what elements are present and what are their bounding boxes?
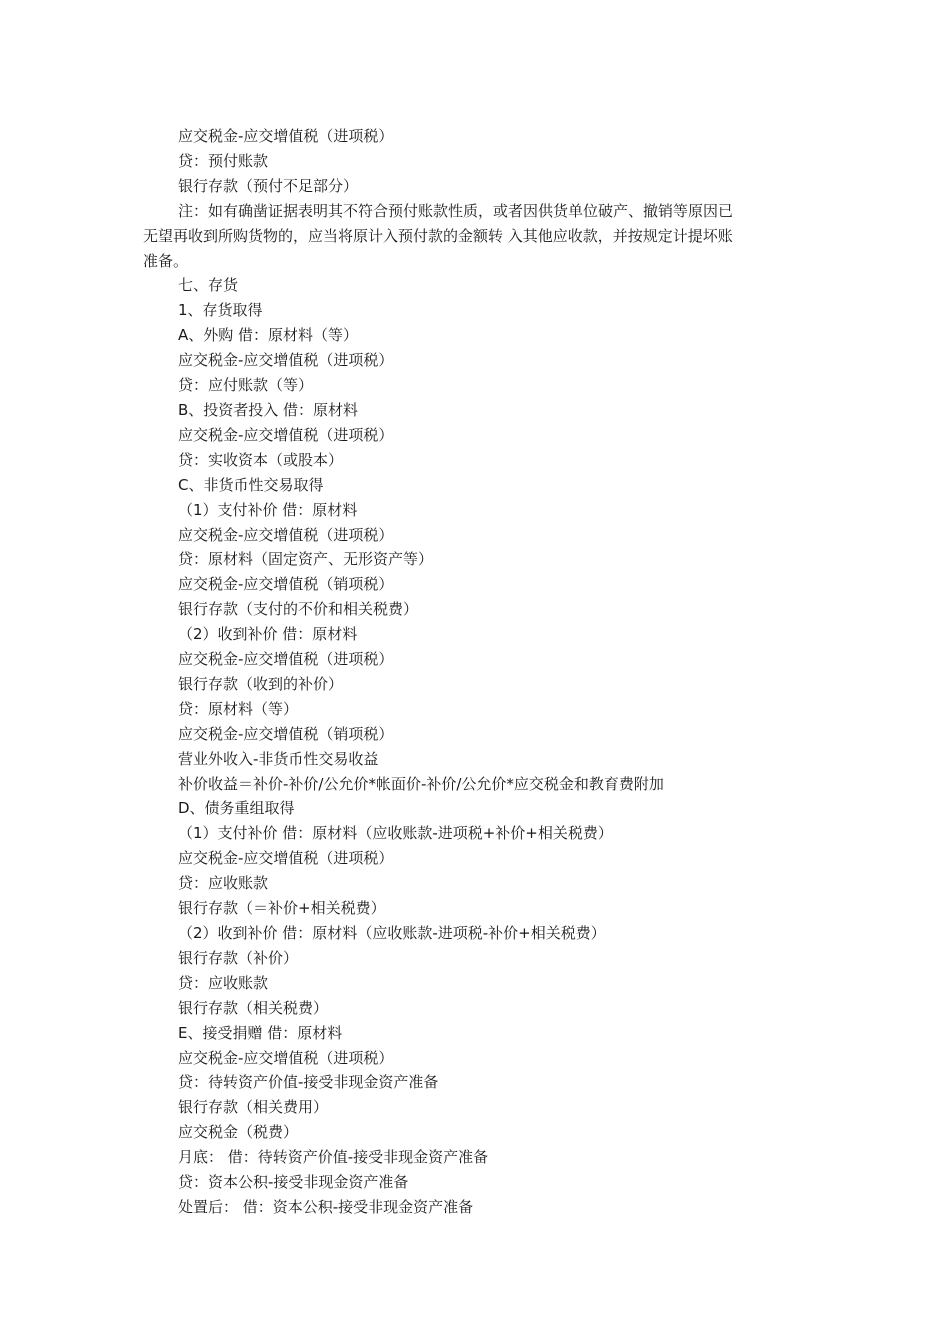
- text-line: 处置后： 借：资本公积-接受非现金资产准备: [178, 1197, 474, 1216]
- text-line: 银行存款（支付的不价和相关税费）: [178, 600, 419, 619]
- text-line: （1）支付补价 借：原材料: [178, 500, 358, 519]
- text-line: 银行存款（补价）: [178, 948, 299, 967]
- text-line: 应交税金-应交增值税（进项税）: [178, 351, 394, 370]
- text-line: 银行存款（＝补价+相关税费）: [178, 899, 386, 918]
- text-line: 应交税金-应交增值税（进项税）: [178, 1048, 394, 1067]
- text-line: 贷：应收账款: [178, 874, 269, 893]
- text-line: 营业外收入-非货币性交易收益: [178, 749, 379, 768]
- text-line: 应交税金-应交增值税（销项税）: [178, 724, 394, 743]
- text-line: 贷：原材料（固定资产、无形资产等）: [178, 550, 434, 569]
- text-line: A、外购 借：原材料（等）: [178, 326, 359, 345]
- text-line: 应交税金（税费）: [178, 1123, 299, 1142]
- note-line-1: 注：如有确凿证据表明其不符合预付账款性质，或者因供货单位破产、撤销等原因已: [178, 201, 734, 220]
- subsection-heading: 1、存货取得: [178, 301, 263, 320]
- text-line: 贷：应付账款（等）: [178, 376, 314, 395]
- text-line: 应交税金-应交增值税（进项税）: [178, 525, 394, 544]
- text-line: （2）收到补价 借：原材料: [178, 625, 358, 644]
- text-line: E、接受捐赠 借：原材料: [178, 1023, 343, 1042]
- text-line: （1）支付补价 借：原材料（应收账款-进项税+补价+相关税费）: [178, 824, 613, 843]
- text-line: 应交税金-应交增值税（进项税）: [178, 849, 394, 868]
- text-line: 补价收益＝补价-补价/公允价*帐面价-补价/公允价*应交税金和教育费附加: [178, 774, 664, 793]
- text-line: C、非货币性交易取得: [178, 475, 324, 494]
- text-line: 银行存款（相关费用）: [178, 1098, 329, 1117]
- section-heading: 七、存货: [178, 276, 239, 295]
- text-line: 贷：预付账款: [178, 151, 269, 170]
- text-line: 贷：应收账款: [178, 973, 269, 992]
- text-line: 银行存款（预付不足部分）: [178, 176, 359, 195]
- text-line: （2）收到补价 借：原材料（应收账款-进项税-补价+相关税费）: [178, 924, 606, 942]
- note-line-2: 无望再收到所购货物的，应当将原计入预付款的金额转 入其他应收款，并按规定计提坏账: [143, 226, 733, 245]
- note-line-3: 准备。: [143, 251, 189, 270]
- text-line: D、债务重组取得: [178, 799, 295, 818]
- text-line: 应交税金-应交增值税（进项税）: [178, 425, 394, 444]
- text-line: 贷：实收资本（或股本）: [178, 450, 344, 469]
- note-paragraph: [143, 199, 813, 274]
- document-body: [143, 124, 813, 1220]
- text-line: 应交税金-应交增值税（进项税）: [178, 127, 394, 145]
- text-line: 月底： 借：待转资产价值-接受非现金资产准备: [178, 1148, 489, 1167]
- text-line: 应交税金-应交增值税（销项税）: [178, 575, 394, 594]
- text-line: 贷：待转资产价值-接受非现金资产准备: [178, 1073, 439, 1092]
- text-line: 银行存款（收到的补价）: [178, 674, 344, 693]
- text-line: 贷：原材料（等）: [178, 699, 299, 718]
- text-line: 应交税金-应交增值税（进项税）: [178, 650, 394, 669]
- text-line: 银行存款（相关税费）: [178, 998, 329, 1017]
- text-line: 贷：资本公积-接受非现金资产准备: [178, 1173, 409, 1192]
- text-line: B、投资者投入 借：原材料: [178, 400, 359, 419]
